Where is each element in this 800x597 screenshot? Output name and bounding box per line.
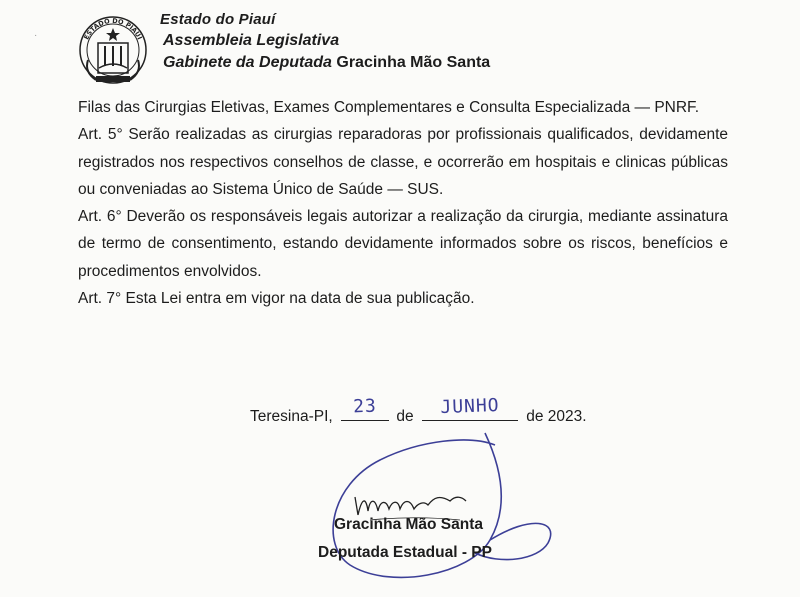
- signatory-role: Deputada Estadual - PP: [318, 544, 492, 561]
- date-line: [250, 394, 587, 426]
- paragraph-art6: Art. 6° Deverão os responsáveis legais autorizar a realização da cirurgia, mediante assinatura de termo de consentimento, estando devidamente informados sobre os riscos, benefícios e procedimentos envolvidos.: [78, 208, 728, 280]
- paragraph-art5: Art. 5° Serão realizadas as cirurgias reparadoras por profissionais qualificados, devidamente registrados nos respectivos conselhos de classe, e ocorrerão em hospitais e clinicas públicas ou conveniadas ao Sistema Único de Saúde — SUS.: [78, 126, 728, 198]
- date-connector: de: [396, 408, 414, 425]
- signatory-name: Gracinha Mão Santa: [334, 516, 484, 533]
- cabinet-name: Gracinha Mão Santa: [336, 54, 491, 71]
- state-coat-of-arms: [78, 10, 148, 90]
- date-day-handwritten: 23: [352, 395, 378, 418]
- scan-artifact: ·: [34, 30, 38, 41]
- letterhead: [160, 10, 490, 74]
- date-year: de 2023.: [526, 408, 587, 425]
- date-month-handwritten: JUNHO: [439, 394, 500, 419]
- date-day-blank: [341, 395, 389, 421]
- date-month-blank: [422, 394, 518, 421]
- paragraph-intro: Filas das Cirurgias Eletivas, Exames Complementares e Consulta Especializada — PNRF.: [78, 99, 700, 116]
- cabinet-line: [163, 52, 490, 74]
- svg-text:ESTADO DO PIAUÍ: ESTADO DO PIAUÍ: [82, 16, 144, 41]
- cabinet-prefix: Gabinete da Deputada: [163, 54, 332, 71]
- date-city: Teresina-PI,: [250, 408, 333, 425]
- state-name: Estado do Piauí: [160, 11, 276, 28]
- handwritten-signature: [300, 425, 570, 595]
- paragraph-art7: Art. 7° Esta Lei entra em vigor na data de sua publicação.: [78, 290, 475, 308]
- assembly-name: Assembleia Legislativa: [163, 32, 340, 49]
- law-body: [78, 94, 728, 312]
